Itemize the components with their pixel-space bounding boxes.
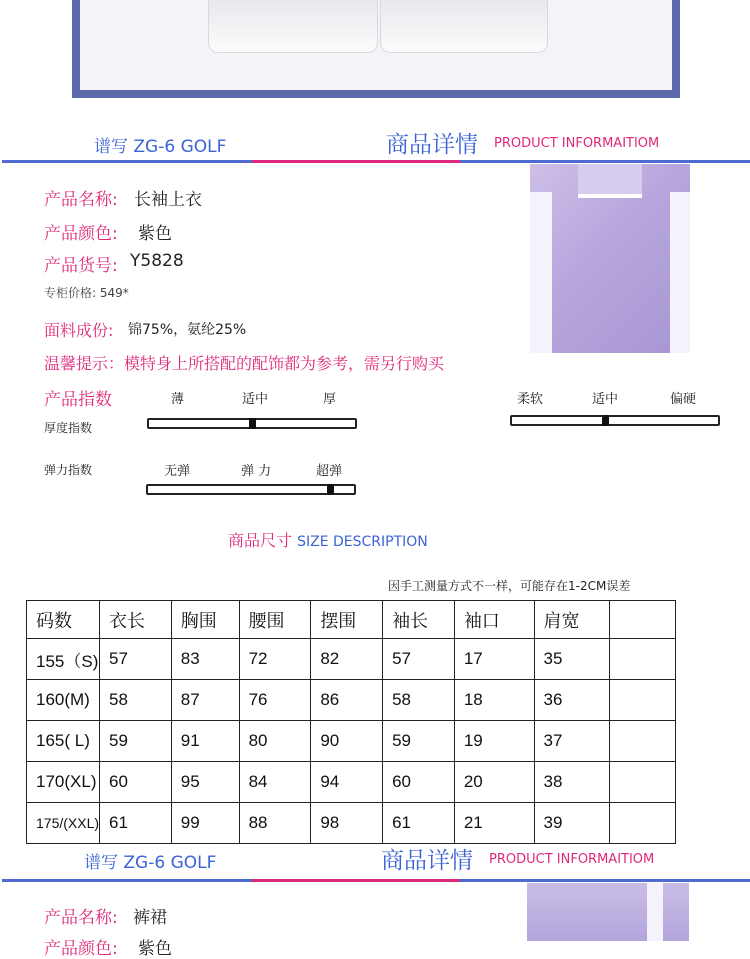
size-table-cell: 58: [100, 680, 172, 721]
garment-left-image: [208, 0, 378, 53]
size-table-cell: 170(XL): [27, 762, 100, 803]
section-title-en-2: PRODUCT INFORMAITIOM: [489, 852, 655, 867]
size-table-cell: 61: [383, 803, 455, 844]
size-title-en: SIZE DESCRIPTION: [297, 534, 428, 550]
size-table-cell: 57: [100, 639, 172, 680]
color-value: 紫色: [138, 224, 172, 244]
collar-shape: [578, 164, 642, 198]
size-table-cell: 88: [239, 803, 311, 844]
color-value-2: 紫色: [138, 939, 172, 959]
size-table-cell: 61: [100, 803, 172, 844]
softness-scale: [510, 415, 720, 426]
size-title-cn: 商品尺寸: [228, 531, 293, 550]
color-label-2: 产品颜色:: [44, 939, 118, 959]
brand-heading-2: 谱写 ZG-6 GOLF: [84, 853, 217, 873]
size-table-row: [27, 639, 676, 680]
size-table-cell: 17: [454, 639, 534, 680]
name-value: 长袖上衣: [134, 190, 202, 210]
size-table-cell: 90: [311, 721, 383, 762]
size-table-cell: 39: [534, 803, 610, 844]
size-table-cell: [610, 680, 676, 721]
size-table-cell: 60: [100, 762, 172, 803]
index-title: 产品指数: [44, 390, 112, 410]
size-table-header-cell: 码数: [27, 601, 100, 639]
size-table-cell: 94: [311, 762, 383, 803]
size-table-cell: 20: [454, 762, 534, 803]
size-table-cell: 99: [171, 803, 239, 844]
brand-heading: 谱写 ZG-6 GOLF: [94, 137, 227, 157]
thickness-option-1: 薄: [171, 392, 185, 407]
size-table-cell: 160(M): [27, 680, 100, 721]
skirt-stripe-shape: [647, 883, 663, 941]
size-table-cell: 165( L): [27, 721, 100, 762]
code-label: 产品货号:: [44, 256, 118, 276]
size-table-cell: [610, 639, 676, 680]
size-table-cell: 59: [383, 721, 455, 762]
size-table-header-cell: 袖口: [454, 601, 534, 639]
thickness-option-2: 适中: [242, 392, 269, 407]
size-table-cell: 21: [454, 803, 534, 844]
size-table-cell: [610, 803, 676, 844]
size-note: 因手工测量方式不一样，可能存在1-2CM误差: [388, 579, 631, 593]
size-table-header-row: [27, 601, 676, 639]
softness-marker: [602, 415, 609, 426]
size-table-cell: 82: [311, 639, 383, 680]
softness-option-2: 适中: [592, 392, 619, 407]
size-table-header-cell: 胸围: [171, 601, 239, 639]
size-table: [26, 600, 676, 844]
size-table-header-cell: [610, 601, 676, 639]
size-table-cell: 80: [239, 721, 311, 762]
elasticity-option-1: 无弹: [164, 464, 191, 479]
section-title-en: PRODUCT INFORMAITIOM: [494, 136, 660, 151]
size-table-cell: 86: [311, 680, 383, 721]
size-table-cell: [610, 762, 676, 803]
product-photo: [80, 0, 672, 90]
model-photo: [530, 164, 690, 353]
softness-option-1: 柔软: [517, 392, 544, 407]
size-table-cell: [610, 721, 676, 762]
size-table-cell: 98: [311, 803, 383, 844]
size-table-header-cell: 袖长: [383, 601, 455, 639]
size-table-cell: 38: [534, 762, 610, 803]
size-table-cell: 95: [171, 762, 239, 803]
elasticity-option-3: 超弹: [316, 464, 343, 479]
elasticity-label: 弹力指数: [44, 463, 93, 477]
elasticity-scale: [146, 484, 356, 495]
name-value-2: 裤裙: [133, 908, 167, 928]
size-table-cell: 59: [100, 721, 172, 762]
thickness-option-3: 厚: [323, 392, 337, 407]
size-table-header-cell: 衣长: [100, 601, 172, 639]
tip-text: 温馨提示：模特身上所搭配的配饰都为参考，需另行购买: [44, 354, 445, 373]
size-table-cell: 72: [239, 639, 311, 680]
size-title: [228, 528, 428, 551]
size-table-header-cell: 肩宽: [534, 601, 610, 639]
size-table-row: [27, 680, 676, 721]
size-table-cell: 58: [383, 680, 455, 721]
softness-option-3: 偏硬: [670, 392, 697, 407]
section-title-2: 商品详情: [381, 848, 473, 874]
size-table-cell: 87: [171, 680, 239, 721]
right-sleeve-shape: [670, 192, 690, 353]
size-table-cell: 91: [171, 721, 239, 762]
price-text: 专柜价格: 549*: [44, 286, 129, 300]
size-table-cell: 84: [239, 762, 311, 803]
size-table-cell: 37: [534, 721, 610, 762]
header-divider-accent: [252, 160, 460, 163]
header-divider-accent-2: [252, 879, 460, 882]
size-table-cell: 155（S): [27, 639, 100, 680]
size-table-row: [27, 762, 676, 803]
size-table-cell: 18: [454, 680, 534, 721]
fabric-label: 面料成份:: [44, 321, 114, 340]
size-table-header-cell: 摆围: [311, 601, 383, 639]
left-sleeve-shape: [530, 192, 552, 353]
size-table-cell: 60: [383, 762, 455, 803]
size-table-row: [27, 721, 676, 762]
elasticity-option-2: 弹 力: [241, 464, 272, 479]
size-table-header-cell: 腰围: [239, 601, 311, 639]
size-table-row: [27, 803, 676, 844]
size-table-cell: 83: [171, 639, 239, 680]
section-title: 商品详情: [386, 132, 478, 158]
size-table-cell: 19: [454, 721, 534, 762]
size-table-cell: 35: [534, 639, 610, 680]
garment-right-image: [380, 0, 548, 53]
size-table-cell: 76: [239, 680, 311, 721]
thickness-label: 厚度指数: [44, 421, 93, 435]
name-label-2: 产品名称:: [44, 908, 118, 928]
color-label: 产品颜色:: [44, 224, 118, 244]
size-table-cell: 36: [534, 680, 610, 721]
fabric-value: 锦75%，氨纶25%: [128, 322, 247, 338]
size-table-cell: 175/(XXL): [27, 803, 100, 844]
thickness-marker: [249, 418, 256, 429]
skirt-photo: [527, 883, 689, 941]
code-value: Y5828: [130, 251, 184, 271]
elasticity-marker: [327, 484, 334, 495]
thickness-scale: [147, 418, 357, 429]
size-table-cell: 57: [383, 639, 455, 680]
name-label: 产品名称:: [44, 190, 118, 210]
